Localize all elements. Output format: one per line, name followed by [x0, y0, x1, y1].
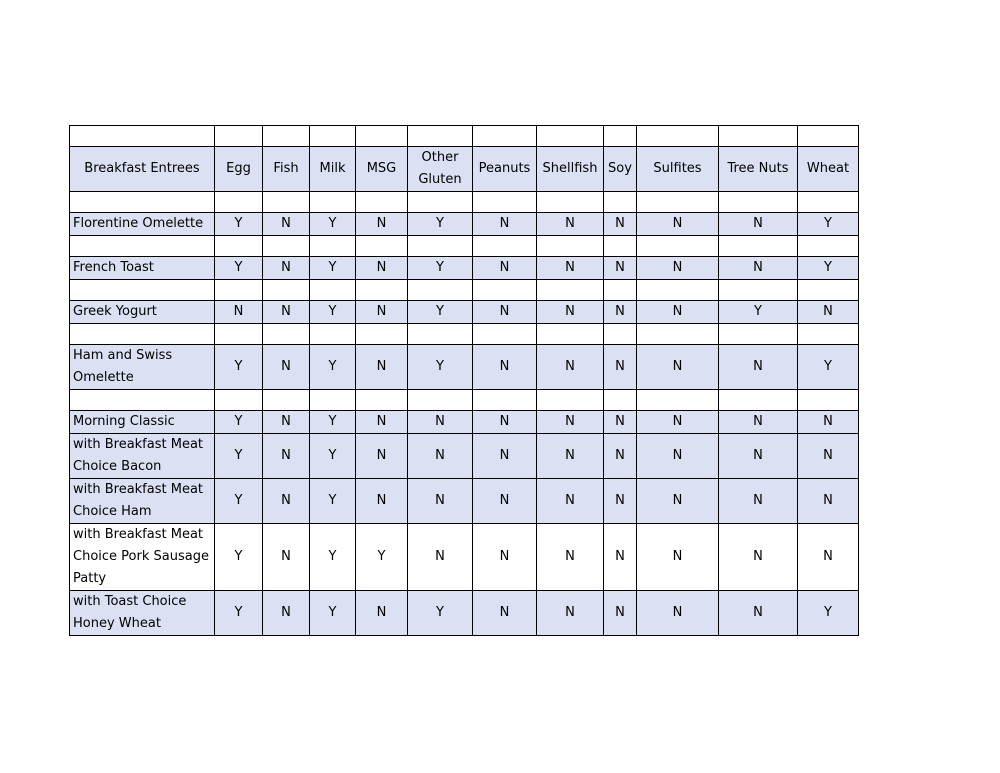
allergen-value-cell: N [798, 411, 859, 434]
column-header: MSG [356, 147, 408, 192]
empty-cell [356, 236, 408, 257]
allergen-value-cell: N [356, 345, 408, 390]
empty-cell [408, 324, 473, 345]
empty-cell [719, 126, 798, 147]
allergen-value-cell: N [798, 434, 859, 479]
allergen-value-cell: N [408, 411, 473, 434]
empty-cell [215, 126, 263, 147]
allergen-value-cell: N [637, 479, 719, 524]
entree-name-cell: Ham and Swiss Omelette [70, 345, 215, 390]
empty-cell [604, 126, 637, 147]
allergen-value-cell: N [263, 411, 310, 434]
allergen-value-cell: Y [310, 434, 356, 479]
table-row [70, 434, 859, 479]
allergen-value-cell: N [263, 301, 310, 324]
allergen-value-cell: N [408, 434, 473, 479]
allergen-value-cell: N [537, 213, 604, 236]
allergen-value-cell: N [719, 257, 798, 280]
empty-cell [356, 390, 408, 411]
allergen-value-cell: Y [310, 345, 356, 390]
column-header: Sulfites [637, 147, 719, 192]
allergen-value-cell: Y [215, 257, 263, 280]
entree-name-cell: French Toast [70, 257, 215, 280]
allergen-value-cell: N [719, 591, 798, 636]
empty-cell [604, 324, 637, 345]
allergen-value-cell: N [473, 479, 537, 524]
allergen-value-cell: Y [215, 591, 263, 636]
empty-cell [637, 236, 719, 257]
allergen-value-cell: N [637, 524, 719, 591]
allergen-value-cell: N [537, 479, 604, 524]
allergen-value-cell: N [473, 411, 537, 434]
empty-cell [798, 390, 859, 411]
allergen-value-cell: Y [215, 434, 263, 479]
column-header: Egg [215, 147, 263, 192]
empty-cell [719, 192, 798, 213]
empty-cell [408, 280, 473, 301]
empty-cell [310, 236, 356, 257]
allergen-value-cell: N [798, 301, 859, 324]
allergen-value-cell: N [637, 257, 719, 280]
allergen-value-cell: N [719, 479, 798, 524]
entree-name-cell: with Breakfast Meat Choice Pork Sausage Patty [70, 524, 215, 591]
empty-cell [215, 280, 263, 301]
table-body [70, 126, 859, 636]
allergen-value-cell: N [637, 434, 719, 479]
allergen-value-cell: Y [798, 591, 859, 636]
allergen-value-cell: Y [356, 524, 408, 591]
allergen-value-cell: N [604, 591, 637, 636]
spacer-row [70, 280, 859, 301]
spacer-row [70, 126, 859, 147]
allergen-value-cell: Y [215, 479, 263, 524]
empty-cell [604, 280, 637, 301]
allergen-value-cell: N [473, 257, 537, 280]
empty-cell [537, 126, 604, 147]
column-header: Peanuts [473, 147, 537, 192]
empty-cell [719, 236, 798, 257]
empty-cell [263, 126, 310, 147]
allergen-value-cell: Y [310, 301, 356, 324]
allergen-value-cell: N [537, 301, 604, 324]
empty-cell [537, 192, 604, 213]
allergen-value-cell: N [473, 434, 537, 479]
empty-cell [408, 192, 473, 213]
table-row [70, 345, 859, 390]
allergen-value-cell: N [263, 345, 310, 390]
empty-cell [310, 192, 356, 213]
allergen-table [69, 125, 859, 636]
empty-cell [798, 236, 859, 257]
spacer-row [70, 324, 859, 345]
allergen-value-cell: N [637, 301, 719, 324]
empty-cell [798, 126, 859, 147]
allergen-value-cell: Y [408, 257, 473, 280]
allergen-value-cell: N [798, 479, 859, 524]
empty-cell [263, 236, 310, 257]
column-header: Soy [604, 147, 637, 192]
empty-cell [408, 390, 473, 411]
table-row [70, 411, 859, 434]
allergen-value-cell: N [537, 411, 604, 434]
allergen-value-cell: Y [215, 345, 263, 390]
allergen-value-cell: N [215, 301, 263, 324]
allergen-value-cell: N [263, 479, 310, 524]
allergen-value-cell: N [408, 479, 473, 524]
empty-cell [310, 280, 356, 301]
allergen-value-cell: Y [408, 301, 473, 324]
allergen-value-cell: N [604, 345, 637, 390]
allergen-value-cell: N [798, 524, 859, 591]
allergen-value-cell: N [719, 524, 798, 591]
empty-cell [719, 390, 798, 411]
allergen-value-cell: N [604, 301, 637, 324]
allergen-value-cell: Y [798, 257, 859, 280]
empty-cell [215, 324, 263, 345]
empty-cell [473, 280, 537, 301]
allergen-value-cell: N [604, 479, 637, 524]
allergen-value-cell: N [473, 524, 537, 591]
table-row [70, 591, 859, 636]
empty-cell [798, 280, 859, 301]
entree-name-cell: with Toast Choice Honey Wheat [70, 591, 215, 636]
entree-name-cell: with Breakfast Meat Choice Ham [70, 479, 215, 524]
table-row [70, 213, 859, 236]
allergen-value-cell: Y [719, 301, 798, 324]
allergen-value-cell: N [719, 411, 798, 434]
column-header: Wheat [798, 147, 859, 192]
empty-cell [719, 324, 798, 345]
allergen-value-cell: N [719, 434, 798, 479]
allergen-value-cell: N [263, 213, 310, 236]
allergen-value-cell: N [473, 301, 537, 324]
allergen-value-cell: N [604, 411, 637, 434]
allergen-value-cell: Y [798, 213, 859, 236]
empty-cell [310, 390, 356, 411]
column-header: Other Gluten [408, 147, 473, 192]
empty-cell [473, 192, 537, 213]
empty-cell [473, 324, 537, 345]
allergen-value-cell: Y [310, 213, 356, 236]
entree-name-cell: Florentine Omelette [70, 213, 215, 236]
allergen-value-cell: N [537, 591, 604, 636]
column-header: Milk [310, 147, 356, 192]
empty-cell [637, 390, 719, 411]
empty-cell [408, 126, 473, 147]
empty-cell [537, 280, 604, 301]
allergen-value-cell: Y [215, 524, 263, 591]
allergen-value-cell: N [263, 434, 310, 479]
spacer-row [70, 192, 859, 213]
empty-cell [537, 236, 604, 257]
empty-cell [263, 324, 310, 345]
allergen-value-cell: N [356, 479, 408, 524]
empty-cell [356, 280, 408, 301]
empty-cell [70, 280, 215, 301]
empty-cell [70, 126, 215, 147]
column-header: Tree Nuts [719, 147, 798, 192]
entree-name-cell: Morning Classic [70, 411, 215, 434]
empty-cell [637, 192, 719, 213]
empty-cell [310, 126, 356, 147]
allergen-value-cell: N [537, 257, 604, 280]
empty-cell [637, 324, 719, 345]
allergen-value-cell: N [604, 524, 637, 591]
table-row [70, 301, 859, 324]
allergen-value-cell: Y [310, 479, 356, 524]
empty-cell [263, 192, 310, 213]
empty-cell [70, 236, 215, 257]
empty-cell [637, 126, 719, 147]
allergen-value-cell: N [356, 213, 408, 236]
allergen-value-cell: N [604, 434, 637, 479]
empty-cell [70, 324, 215, 345]
allergen-value-cell: N [356, 411, 408, 434]
allergen-value-cell: N [604, 213, 637, 236]
allergen-value-cell: N [473, 345, 537, 390]
table-row [70, 524, 859, 591]
empty-cell [637, 280, 719, 301]
allergen-value-cell: Y [408, 591, 473, 636]
allergen-value-cell: Y [408, 213, 473, 236]
empty-cell [798, 192, 859, 213]
table-row [70, 257, 859, 280]
allergen-value-cell: N [537, 345, 604, 390]
allergen-value-cell: N [637, 411, 719, 434]
allergen-value-cell: N [263, 257, 310, 280]
allergen-value-cell: N [637, 591, 719, 636]
empty-cell [263, 280, 310, 301]
allergen-value-cell: N [537, 434, 604, 479]
allergen-value-cell: N [356, 301, 408, 324]
empty-cell [356, 324, 408, 345]
empty-cell [473, 390, 537, 411]
empty-cell [356, 192, 408, 213]
column-header: Breakfast Entrees [70, 147, 215, 192]
empty-cell [473, 236, 537, 257]
empty-cell [537, 324, 604, 345]
column-header: Fish [263, 147, 310, 192]
allergen-value-cell: Y [310, 591, 356, 636]
allergen-value-cell: N [604, 257, 637, 280]
empty-cell [356, 126, 408, 147]
allergen-value-cell: Y [215, 411, 263, 434]
allergen-value-cell: N [263, 591, 310, 636]
empty-cell [310, 324, 356, 345]
empty-cell [604, 236, 637, 257]
spacer-row [70, 236, 859, 257]
allergen-value-cell: Y [310, 257, 356, 280]
empty-cell [473, 126, 537, 147]
allergen-value-cell: N [356, 434, 408, 479]
empty-cell [263, 390, 310, 411]
empty-cell [537, 390, 604, 411]
empty-cell [215, 192, 263, 213]
allergen-value-cell: N [263, 524, 310, 591]
allergen-value-cell: Y [408, 345, 473, 390]
entree-name-cell: with Breakfast Meat Choice Bacon [70, 434, 215, 479]
allergen-value-cell: Y [215, 213, 263, 236]
column-header: Shellfish [537, 147, 604, 192]
empty-cell [719, 280, 798, 301]
allergen-value-cell: N [537, 524, 604, 591]
allergen-value-cell: N [637, 345, 719, 390]
empty-cell [70, 390, 215, 411]
empty-cell [798, 324, 859, 345]
empty-cell [408, 236, 473, 257]
allergen-value-cell: Y [310, 411, 356, 434]
allergen-value-cell: Y [310, 524, 356, 591]
empty-cell [215, 390, 263, 411]
allergen-value-cell: N [473, 591, 537, 636]
empty-cell [604, 192, 637, 213]
empty-cell [70, 192, 215, 213]
allergen-value-cell: N [356, 257, 408, 280]
allergen-value-cell: N [719, 213, 798, 236]
allergen-value-cell: N [719, 345, 798, 390]
empty-cell [604, 390, 637, 411]
allergen-value-cell: Y [798, 345, 859, 390]
allergen-value-cell: N [473, 213, 537, 236]
allergen-value-cell: N [356, 591, 408, 636]
empty-cell [215, 236, 263, 257]
allergen-value-cell: N [408, 524, 473, 591]
spacer-row [70, 390, 859, 411]
table-row [70, 479, 859, 524]
entree-name-cell: Greek Yogurt [70, 301, 215, 324]
allergen-value-cell: N [637, 213, 719, 236]
header-row [70, 147, 859, 192]
